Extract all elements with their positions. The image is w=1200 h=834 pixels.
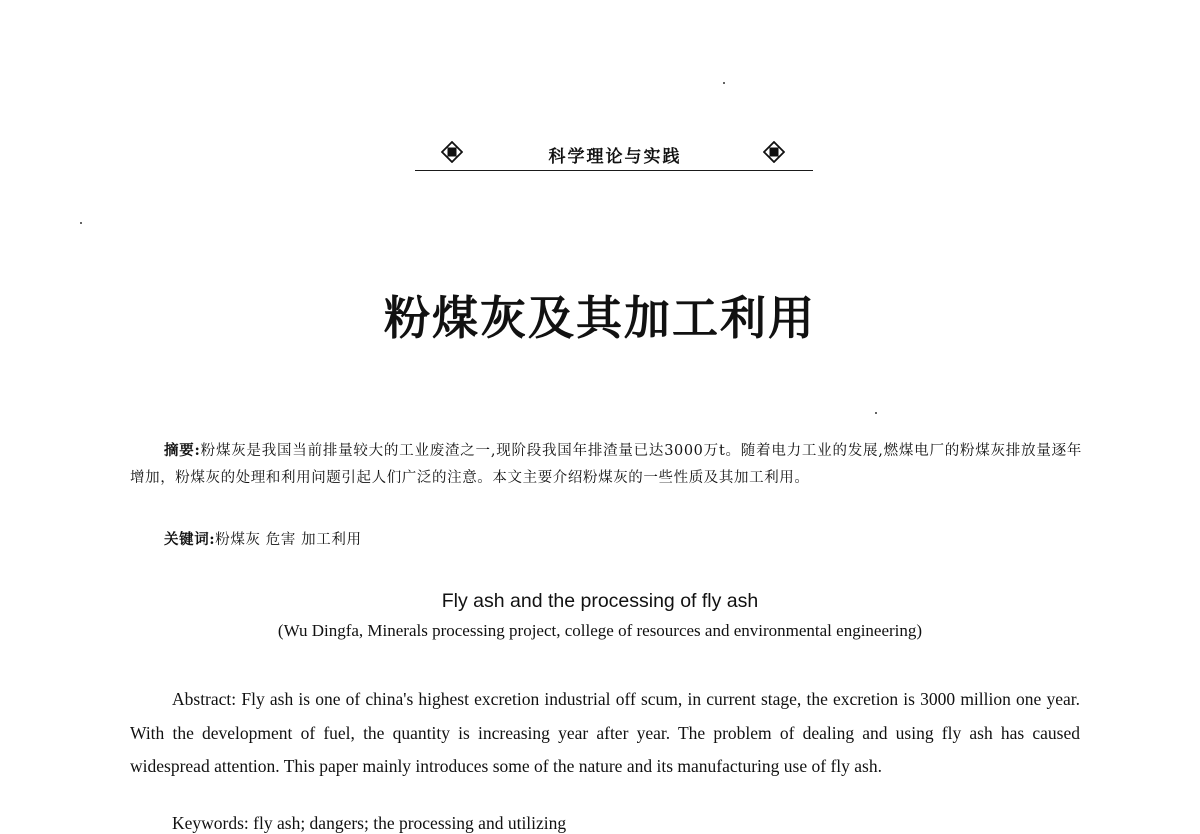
diamond-icon xyxy=(763,141,785,163)
section-name: 科学理论与实践 xyxy=(548,147,682,167)
english-title: Fly ash and the processing of fly ash xyxy=(441,590,759,612)
section-header xyxy=(415,136,813,171)
english-abstract-text: Fly ash is one of china's highest excretion industrial off scum, in current stage, the excretion is 3000 million one year. With the development of fuel, the quantity is increasing year after year. The problem of dealing and using fly ash has caused widespread attention. This paper mainly introduces some of the nature and its manufacturing use of fly ash. xyxy=(130,689,1081,776)
scan-speck xyxy=(80,222,82,224)
chinese-keywords xyxy=(164,528,362,549)
chinese-abstract-label: 摘要: xyxy=(164,442,201,459)
chinese-abstract-text: 粉煤灰是我国当前排量较大的工业废渣之一,现阶段我国年排渣量已达3000万t。随着电力工业的发展,燃煤电厂的粉煤灰排放量逐年增加，粉煤灰的处理和利用问题引起人们广泛的注意。本文主要介绍粉煤灰的一些性质及其加工利用。 xyxy=(130,443,1082,486)
english-keywords-label: Keywords: xyxy=(172,813,249,833)
english-keywords xyxy=(172,813,566,834)
chinese-abstract xyxy=(130,437,1082,492)
english-affiliation: (Wu Dingfa, Minerals processing project, college of resources and environmental engineering) xyxy=(277,621,923,640)
diamond-icon xyxy=(441,141,463,163)
chinese-keywords-text: 粉煤灰 危害 加工利用 xyxy=(215,532,362,548)
paper-title: 粉煤灰及其加工利用 xyxy=(384,291,816,345)
chinese-keywords-label: 关键词: xyxy=(164,531,216,548)
scan-speck xyxy=(875,412,877,414)
scan-speck xyxy=(723,82,725,84)
english-keywords-text: fly ash; dangers; the processing and utilizing xyxy=(253,813,567,833)
english-abstract-label: Abstract: xyxy=(172,689,237,709)
english-abstract xyxy=(130,683,1080,784)
